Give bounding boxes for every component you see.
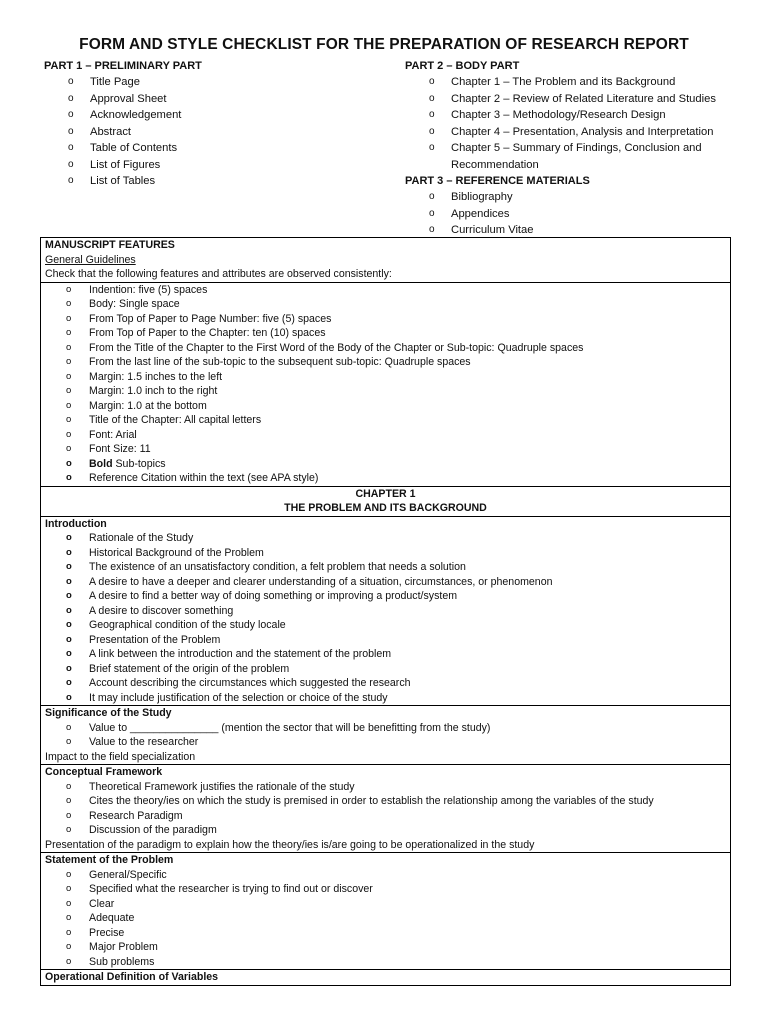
list-item (41, 575, 730, 590)
chapter-title: THE PROBLEM AND ITS BACKGROUND (284, 502, 487, 514)
list-item-text: From the Title of the Chapter to the First Word of the Body of the Chapter or Sub-topic: Quadruple spaces (89, 341, 584, 354)
list-item-text: Margin: 1.0 inch to the right (89, 385, 218, 397)
list-item (41, 691, 730, 706)
bullet-icon: o (66, 809, 72, 821)
list-item-text: Curriculum Vitae (451, 224, 534, 236)
list-item-text: Acknowledgement (90, 109, 182, 121)
introduction-list (41, 531, 730, 705)
bullet-icon: o (68, 158, 74, 170)
part3-list (405, 189, 735, 239)
part1-column (44, 58, 384, 190)
list-item (41, 735, 730, 750)
bullet-icon: o (66, 312, 72, 324)
list-item-text: A desire to discover something (89, 604, 234, 617)
bullet-icon: o (66, 780, 72, 792)
bullet-icon: o (429, 224, 435, 235)
bullet-icon: o (68, 92, 74, 104)
bullet-icon: o (66, 298, 72, 309)
list-item-text: It may include justification of the selection or choice of the study (89, 691, 388, 704)
significance-list (41, 721, 730, 750)
bullet-icon: o (429, 92, 435, 104)
conceptual-note: Presentation of the paradigm to explain how the theory/ies is/are going to be operationalized in the study (45, 838, 535, 851)
bullet-icon: o (66, 883, 72, 894)
list-item-text: Theoretical Framework justifies the rationale of the study (89, 780, 355, 793)
list-item-text: Value to the researcher (89, 736, 199, 748)
bullet-icon: o (66, 604, 72, 616)
list-item (41, 809, 730, 824)
list-item (41, 794, 730, 809)
list-item (405, 107, 735, 124)
chapter-number: CHAPTER 1 (355, 487, 416, 500)
bold-word: Bold (89, 457, 113, 470)
bullet-icon: o (66, 443, 72, 454)
manuscript-section (41, 238, 730, 282)
list-item-text: Font Size: 11 (89, 443, 151, 455)
list-item-text: Account describing the circumstances which suggested the research (89, 677, 411, 689)
statement-list (41, 868, 730, 970)
list-item (41, 676, 730, 691)
bullet-icon: o (66, 721, 72, 733)
list-item (41, 560, 730, 575)
statement-section (41, 852, 730, 969)
bullet-icon: o (66, 633, 72, 645)
manuscript-items-section (41, 282, 730, 486)
list-item (44, 124, 384, 141)
bullet-icon: o (66, 691, 72, 703)
bullet-icon: o (66, 795, 72, 806)
list-item-text: Title Page (90, 76, 140, 88)
bullet-icon: o (66, 662, 72, 674)
bullet-icon: o (66, 824, 72, 835)
checklist-table (40, 237, 731, 986)
bullet-icon: o (66, 385, 72, 396)
bullet-icon: o (66, 546, 72, 558)
list-item-text: Chapter 1 – The Problem and its Background (451, 76, 676, 88)
bullet-icon: o (429, 76, 435, 87)
significance-heading: Significance of the Study (45, 707, 172, 719)
list-item (41, 297, 730, 312)
list-item-text: Margin: 1.5 inches to the left (89, 370, 223, 383)
list-item (44, 140, 384, 157)
list-item-text: List of Tables (90, 175, 156, 187)
statement-heading: Statement of the Problem (45, 854, 174, 866)
list-item (41, 546, 730, 561)
list-item-text: Font: Arial (89, 428, 137, 441)
bullet-icon: o (66, 356, 72, 367)
list-item-text: Margin: 1.0 at the bottom (89, 399, 207, 412)
list-item-text: Cites the theory/ies on which the study is premised in order to establish the relationship among the variables of the study (89, 795, 654, 807)
bullet-icon: o (66, 561, 72, 572)
list-item (41, 604, 730, 619)
list-item-text: Adequate (89, 912, 135, 924)
list-item (41, 457, 730, 472)
list-item (41, 312, 730, 327)
list-item-text: A desire to find a better way of doing something or improving a product/system (89, 590, 458, 602)
bullet-icon: o (66, 457, 72, 469)
bullet-icon: o (429, 191, 435, 202)
bullet-icon: o (68, 76, 74, 87)
list-item (44, 91, 384, 108)
page-title: FORM AND STYLE CHECKLIST FOR THE PREPARATION OF RESEARCH REPORT (79, 36, 689, 53)
list-item (41, 618, 730, 633)
list-item-text: A link between the introduction and the statement of the problem (89, 648, 392, 660)
list-item-text: Discussion of the paradigm (89, 824, 217, 836)
list-item (41, 531, 730, 546)
part1-heading: PART 1 – PRELIMINARY PART (44, 60, 202, 72)
list-item-text: Geographical condition of the study locale (89, 619, 286, 631)
list-item (44, 157, 384, 174)
list-item (41, 413, 730, 428)
list-item (41, 384, 730, 399)
bullet-icon: o (66, 677, 72, 688)
introduction-section (41, 516, 730, 706)
list-item (41, 647, 730, 662)
list-item-text: Title of the Chapter: All capital letters (89, 414, 262, 426)
conceptual-list (41, 780, 730, 838)
list-item (41, 589, 730, 604)
bullet-icon: o (66, 370, 72, 382)
list-item-text: Historical Background of the Problem (89, 546, 264, 559)
list-item (41, 662, 730, 677)
list-item-text: Abstract (90, 125, 132, 138)
bullet-icon: o (66, 868, 72, 880)
list-item-text: Indention: five (5) spaces (89, 283, 208, 296)
bullet-icon: o (68, 125, 74, 137)
list-item-text: Precise (89, 926, 125, 939)
list-item (405, 124, 735, 141)
part1-list (44, 74, 384, 190)
bullet-icon: o (66, 414, 72, 425)
significance-section (41, 705, 730, 764)
bullet-icon: o (429, 207, 435, 219)
significance-note: Impact to the field specialization (45, 750, 196, 763)
list-item (405, 140, 735, 173)
list-item (41, 399, 730, 414)
list-item (405, 189, 735, 206)
general-guidelines-heading: General Guidelines (45, 253, 136, 266)
bullet-icon: o (66, 955, 72, 967)
list-item-text: Body: Single space (89, 298, 180, 310)
list-item (41, 868, 730, 883)
bullet-icon: o (66, 912, 72, 923)
bullet-icon: o (66, 926, 72, 938)
list-item (41, 355, 730, 370)
list-item-text: Approval Sheet (90, 92, 167, 105)
manuscript-list (41, 283, 730, 457)
bullet-icon: o (66, 428, 72, 440)
list-item (41, 780, 730, 795)
list-item-text: From Top of Paper to the Chapter: ten (10) spaces (89, 327, 326, 339)
list-item-text: General/Specific (89, 868, 167, 881)
list-item (41, 428, 730, 443)
bullet-icon: o (66, 327, 72, 338)
list-item-text: The existence of an unsatisfactory condition, a felt problem that needs a solution (89, 561, 466, 573)
bullet-icon: o (66, 575, 72, 587)
list-item (41, 341, 730, 356)
list-item-text: Chapter 3 – Methodology/Research Design (451, 109, 666, 121)
list-item (41, 442, 730, 457)
list-item (405, 74, 735, 91)
list-item-text: A desire to have a deeper and clearer understanding of a situation, circumstances, or phenomenon (89, 575, 553, 588)
list-item (44, 107, 384, 124)
list-item-text: Research Paradigm (89, 809, 183, 822)
introduction-heading: Introduction (45, 517, 107, 530)
list-item-text: Chapter 2 – Review of Related Literature and Studies (451, 92, 716, 105)
list-item (41, 370, 730, 385)
list-item-text: From Top of Paper to Page Number: five (5) spaces (89, 312, 332, 325)
list-item (44, 74, 384, 91)
list-item (41, 955, 730, 970)
list-item-text: Specified what the researcher is trying to find out or discover (89, 883, 373, 895)
conceptual-section (41, 764, 730, 852)
list-item-text: Clear (89, 897, 115, 910)
list-item (41, 911, 730, 926)
list-item-text: Chapter 4 – Presentation, Analysis and Interpretation (451, 125, 714, 138)
list-item-text: Rationale of the Study (89, 532, 194, 544)
list-item-text: Major Problem (89, 941, 158, 953)
list-item (41, 897, 730, 912)
chapter1-section (41, 486, 730, 516)
bullet-icon: o (66, 619, 72, 630)
list-item (41, 326, 730, 341)
list-item (44, 173, 384, 190)
list-item (41, 882, 730, 897)
bullet-icon: o (66, 590, 72, 601)
operational-section (41, 969, 730, 985)
bullet-icon: o (429, 125, 435, 137)
bullet-icon: o (68, 142, 74, 153)
list-item (41, 283, 730, 298)
list-item (405, 91, 735, 108)
list-item (41, 633, 730, 648)
bullet-icon: o (429, 109, 435, 120)
list-item-text: List of Figures (90, 158, 161, 171)
bullet-icon: o (429, 142, 435, 153)
bullet-icon: o (66, 736, 72, 747)
list-item-text: Bibliography (451, 191, 513, 203)
bullet-icon: o (66, 941, 72, 952)
bullet-icon: o (66, 283, 72, 295)
list-item-text: Sub problems (89, 955, 155, 968)
operational-heading: Operational Definition of Variables (45, 971, 219, 983)
list-item-text: Chapter 5 – Summary of Findings, Conclusion and Recommendation (451, 142, 702, 171)
part3-heading: PART 3 – REFERENCE MATERIALS (405, 175, 590, 187)
manuscript-heading: MANUSCRIPT FEATURES (45, 239, 175, 251)
bullet-icon: o (66, 648, 72, 659)
bold-item-rest: Sub-topics (112, 457, 166, 470)
list-item-text: From the last line of the sub-topic to the subsequent sub-topic: Quadruple spaces (89, 356, 471, 368)
part2-heading: PART 2 – BODY PART (405, 60, 520, 72)
list-item-text: Presentation of the Problem (89, 633, 221, 646)
list-item-text: Appendices (451, 207, 510, 220)
list-item (41, 823, 730, 838)
list-item-text: Value to _______________ (mention the sector that will be benefitting from the study) (89, 721, 491, 734)
part2-list (405, 74, 735, 173)
list-item (405, 206, 735, 223)
conceptual-heading: Conceptual Framework (45, 766, 163, 778)
bullet-icon: o (66, 341, 72, 353)
bullet-icon: o (66, 472, 72, 483)
bullet-icon: o (68, 175, 74, 186)
bullet-icon: o (66, 532, 72, 543)
list-item (41, 940, 730, 955)
list-item (41, 471, 730, 486)
bullet-icon: o (68, 109, 74, 120)
reference-citation-item: Reference Citation within the text (see APA style) (89, 472, 319, 484)
list-item (41, 926, 730, 941)
list-item-text: Table of Contents (90, 142, 178, 154)
part2-column (405, 58, 735, 239)
manuscript-instruction: Check that the following features and attributes are observed consistently: (45, 268, 392, 280)
list-item-text: Brief statement of the origin of the problem (89, 662, 290, 675)
list-item (41, 721, 730, 736)
bullet-icon: o (66, 399, 72, 411)
bullet-icon: o (66, 897, 72, 909)
